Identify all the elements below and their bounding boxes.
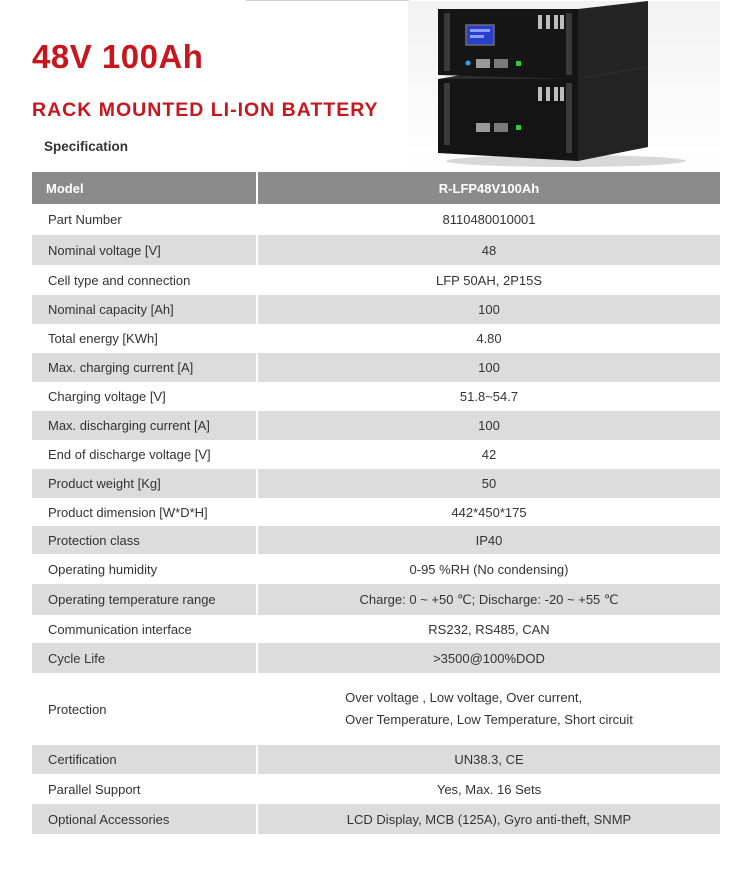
row-label: Total energy [KWh] (32, 324, 258, 353)
row-value: 442*450*175 (451, 504, 527, 520)
row-value: >3500@100%DOD (258, 643, 720, 673)
row-label: Protection (32, 673, 258, 745)
row-value: Charge: 0 ~ +50 ℃; Discharge: -20 ~ +55 ℃ (258, 584, 720, 615)
row-value: LCD Display, MCB (125A), Gyro anti-theft, SNMP (258, 804, 720, 834)
table-row (32, 745, 720, 774)
row-value: IP40 (258, 526, 720, 554)
table-row (32, 554, 720, 584)
row-label: Parallel Support (32, 774, 258, 804)
row-label: Charging voltage [V] (32, 382, 258, 411)
row-label: Nominal voltage [V] (32, 235, 258, 265)
row-label: Cell type and connection (32, 265, 258, 295)
row-label: Part Number (32, 204, 258, 235)
row-value: RS232, RS485, CAN (428, 621, 550, 637)
row-label: Operating humidity (32, 554, 258, 584)
page-title: 48V 100Ah (32, 38, 204, 75)
row-label: Certification (32, 745, 258, 774)
table-row (32, 615, 720, 643)
table-header-row (32, 172, 720, 204)
table-row (32, 584, 720, 615)
row-label: Optional Accessories (32, 804, 258, 834)
table-row (32, 265, 720, 295)
protection-line-1: Over voltage , Low voltage, Over current, (345, 690, 583, 705)
table-row (32, 673, 720, 745)
table-row (32, 469, 720, 498)
row-label: Product dimension [W*D*H] (32, 498, 258, 526)
row-value: LFP 50AH, 2P15S (436, 272, 542, 288)
top-divider (246, 0, 409, 1)
table-row (32, 411, 720, 440)
table-row (32, 440, 720, 469)
row-value: 8110480010001 (442, 212, 536, 227)
specification-table (32, 172, 720, 834)
row-label: Operating temperature range (32, 584, 258, 615)
table-row (32, 382, 720, 411)
row-label: Max. charging current [A] (32, 353, 258, 382)
row-value: 0-95 %RH (No condensing) (409, 561, 569, 577)
row-value: 100 (258, 411, 720, 440)
table-row (32, 804, 720, 834)
protection-value (345, 687, 633, 731)
specification-label: Specification (44, 139, 129, 154)
row-label: Product weight [Kg] (32, 469, 258, 498)
table-row (32, 526, 720, 554)
table-row (32, 324, 720, 353)
header-model-value: R-LFP48V100Ah (258, 172, 720, 204)
protection-line-2: Over Temperature, Low Temperature, Short circuit (345, 712, 633, 727)
table-row (32, 498, 720, 526)
header-model-label: Model (32, 172, 258, 204)
row-value: 48 (258, 235, 720, 265)
row-value: Yes, Max. 16 Sets (436, 781, 542, 797)
table-row (32, 235, 720, 265)
row-label: Protection class (32, 526, 258, 554)
row-label: Communication interface (32, 615, 258, 643)
product-image (408, 1, 720, 169)
row-value: UN38.3, CE (258, 745, 720, 774)
row-value: 51.8~54.7 (459, 389, 519, 404)
row-value: 50 (258, 469, 720, 498)
page-subtitle: RACK MOUNTED LI-ION BATTERY (32, 99, 379, 121)
table-row (32, 295, 720, 324)
table-row (32, 774, 720, 804)
row-value: 100 (258, 353, 720, 382)
table-row (32, 353, 720, 382)
table-row (32, 204, 720, 235)
row-value (258, 673, 720, 745)
table-row (32, 643, 720, 673)
row-value: 4.80 (476, 331, 502, 346)
row-label: Cycle Life (32, 643, 258, 673)
row-label: Max. discharging current [A] (32, 411, 258, 440)
row-value: 42 (481, 447, 497, 462)
row-value: 100 (258, 295, 720, 324)
row-label: Nominal capacity [Ah] (32, 295, 258, 324)
row-label: End of discharge voltage [V] (32, 440, 258, 469)
battery-rack-illustration (408, 1, 720, 169)
